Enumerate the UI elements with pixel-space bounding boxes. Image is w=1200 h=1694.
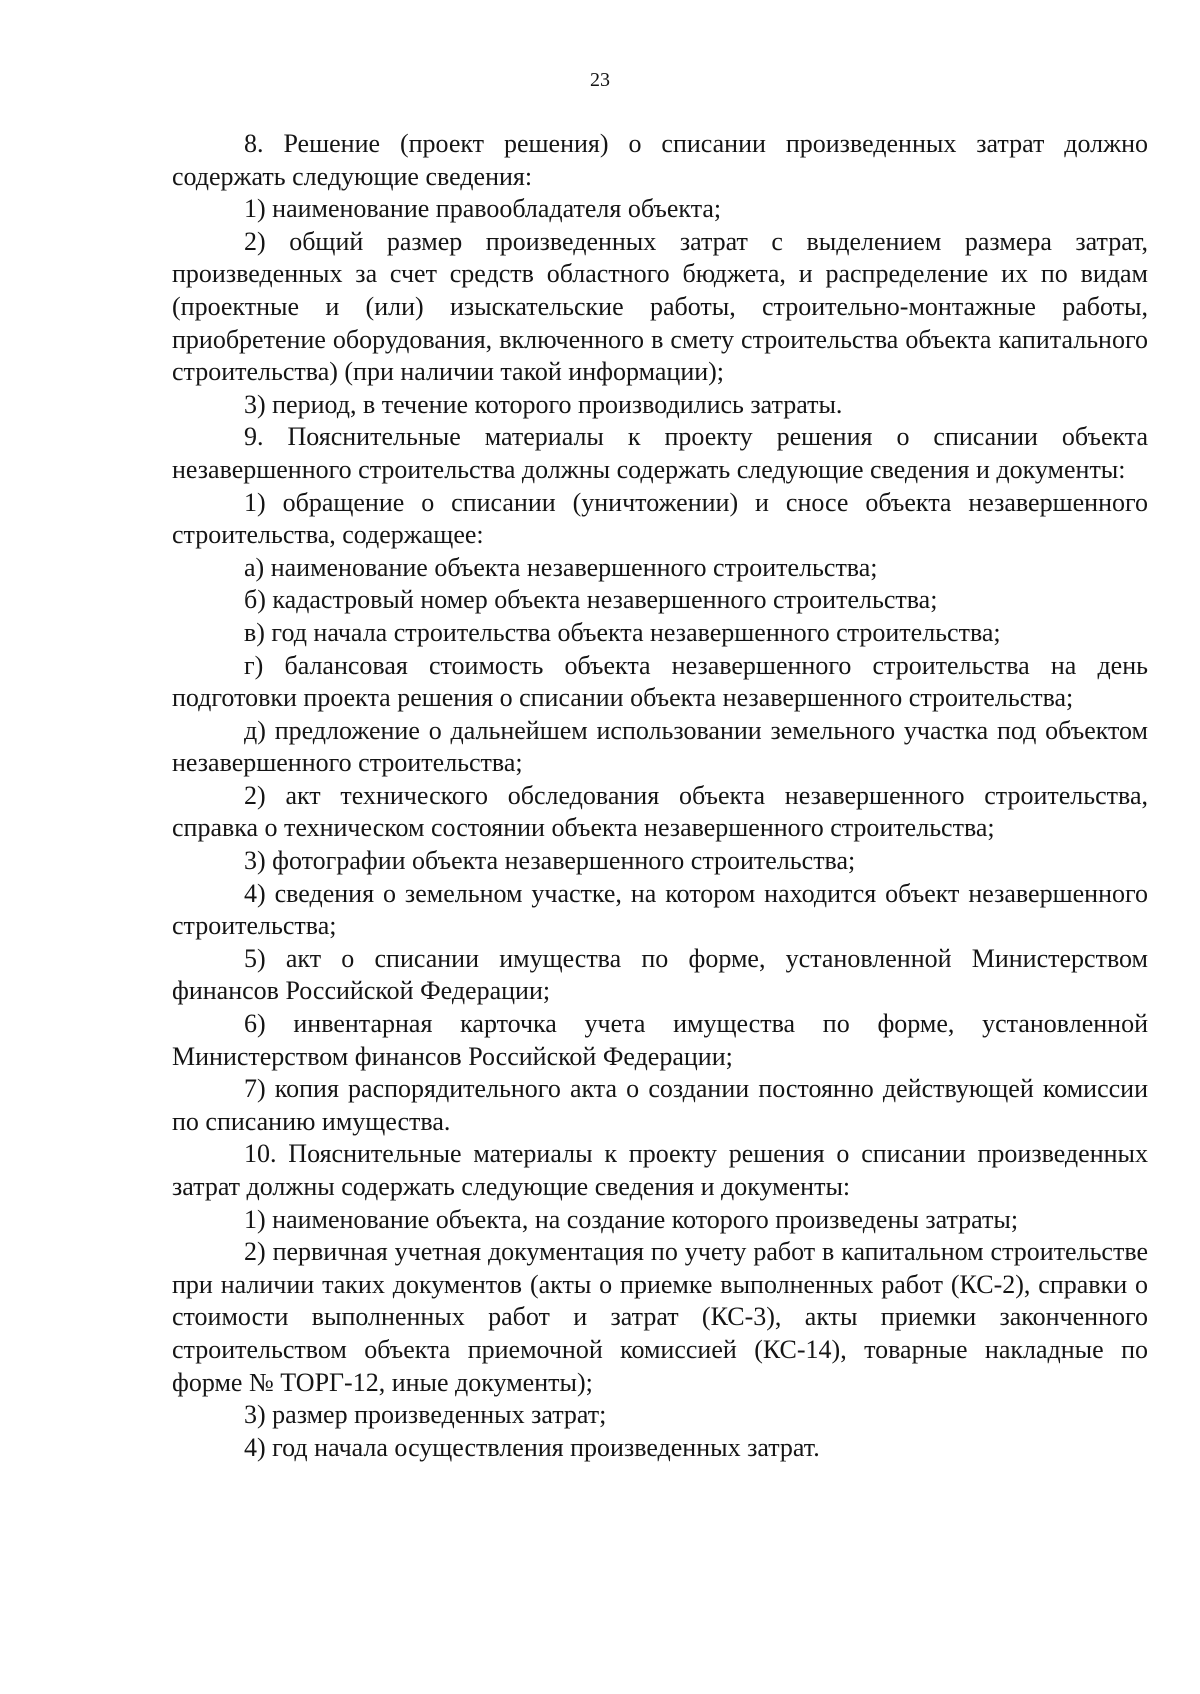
paragraph-8-intro: 8. Решение (проект решения) о списании произведенных затрат должно содержать следующие сведения:	[172, 129, 1148, 191]
paragraph-10-item-4: 4) год начала осуществления произведенных затрат.	[244, 1432, 820, 1462]
paragraph-9-item-6: 6) инвентарная карточка учета имущества по форме, установленной Министерством финансов Российской Федерации;	[172, 1009, 1148, 1071]
paragraph-10-intro: 10. Пояснительные материалы к проекту решения о списании произведенных затрат должны содержать следующие сведения и документы:	[172, 1139, 1148, 1201]
paragraph-8-item-2: 2) общий размер произведенных затрат с выделением размера затрат, произведенных за счет средств областного бюджета, и распределение их по видам (проектные и (или) изыскательские работы, строительно-монтажные работы, приобретение оборудования, включенного в смету строительства объекта капитального строительства) (при наличии такой информации);	[172, 226, 1148, 387]
paragraph-9-item-1: 1) обращение о списании (уничтожении) и сносе объекта незавершенного строительства, содержащее:	[172, 487, 1148, 550]
paragraph-10-item-1: 1) наименование объекта, на создание которого произведены затраты;	[244, 1204, 1019, 1234]
paragraph-9-intro: 9. Пояснительные материалы к проекту решения о списании объекта незавершенного строительства должны содержать следующие сведения и документы:	[172, 422, 1148, 484]
paragraph-9-item-1d: г) балансовая стоимость объекта незавершенного строительства на день подготовки проекта решения о списании объекта незавершенного строительства;	[172, 650, 1148, 713]
page-number: 23	[590, 69, 610, 91]
paragraph-9-item-1c: в) год начала строительства объекта незавершенного строительства;	[244, 617, 1001, 647]
paragraph-9-item-4: 4) сведения о земельном участке, на котором находится объект незавершенного строительства;	[172, 878, 1148, 941]
paragraph-9-item-1e: д) предложение о дальнейшем использовании земельного участка под объектом незавершенного строительства;	[172, 715, 1148, 778]
document-body	[172, 128, 1148, 1464]
paragraph-10-item-3: 3) размер произведенных затрат;	[244, 1400, 607, 1430]
paragraph-10-item-2: 2) первичная учетная документация по учету работ в капитальном строительстве при наличии таких документов (акты о приемке выполненных работ (КС-2), справки о стоимости выполненных работ и затрат (КС-3), акты приемки законченного строительством объекта приемочной комиссией (КС-14), товарные накладные по форме № ТОРГ-12, иные документы);	[172, 1237, 1148, 1397]
paragraph-9-item-1b: б) кадастровый номер объекта незавершенного строительства;	[244, 585, 938, 615]
paragraph-9-item-2: 2) акт технического обследования объекта незавершенного строительства, справка о техническом состоянии объекта незавершенного строительства;	[172, 780, 1148, 843]
paragraph-8-item-1: 1) наименование правообладателя объекта;	[244, 194, 722, 224]
paragraph-9-item-3: 3) фотографии объекта незавершенного строительства;	[244, 846, 856, 876]
paragraph-8-item-3: 3) период, в течение которого производились затраты.	[244, 389, 843, 419]
paragraph-9-item-5: 5) акт о списании имущества по форме, установленной Министерством финансов Российской Федерации;	[172, 943, 1148, 1006]
paragraph-9-item-7: 7) копия распорядительного акта о создании постоянно действующей комиссии по списанию имущества.	[172, 1074, 1148, 1136]
paragraph-9-item-1a: а) наименование объекта незавершенного строительства;	[244, 552, 878, 582]
